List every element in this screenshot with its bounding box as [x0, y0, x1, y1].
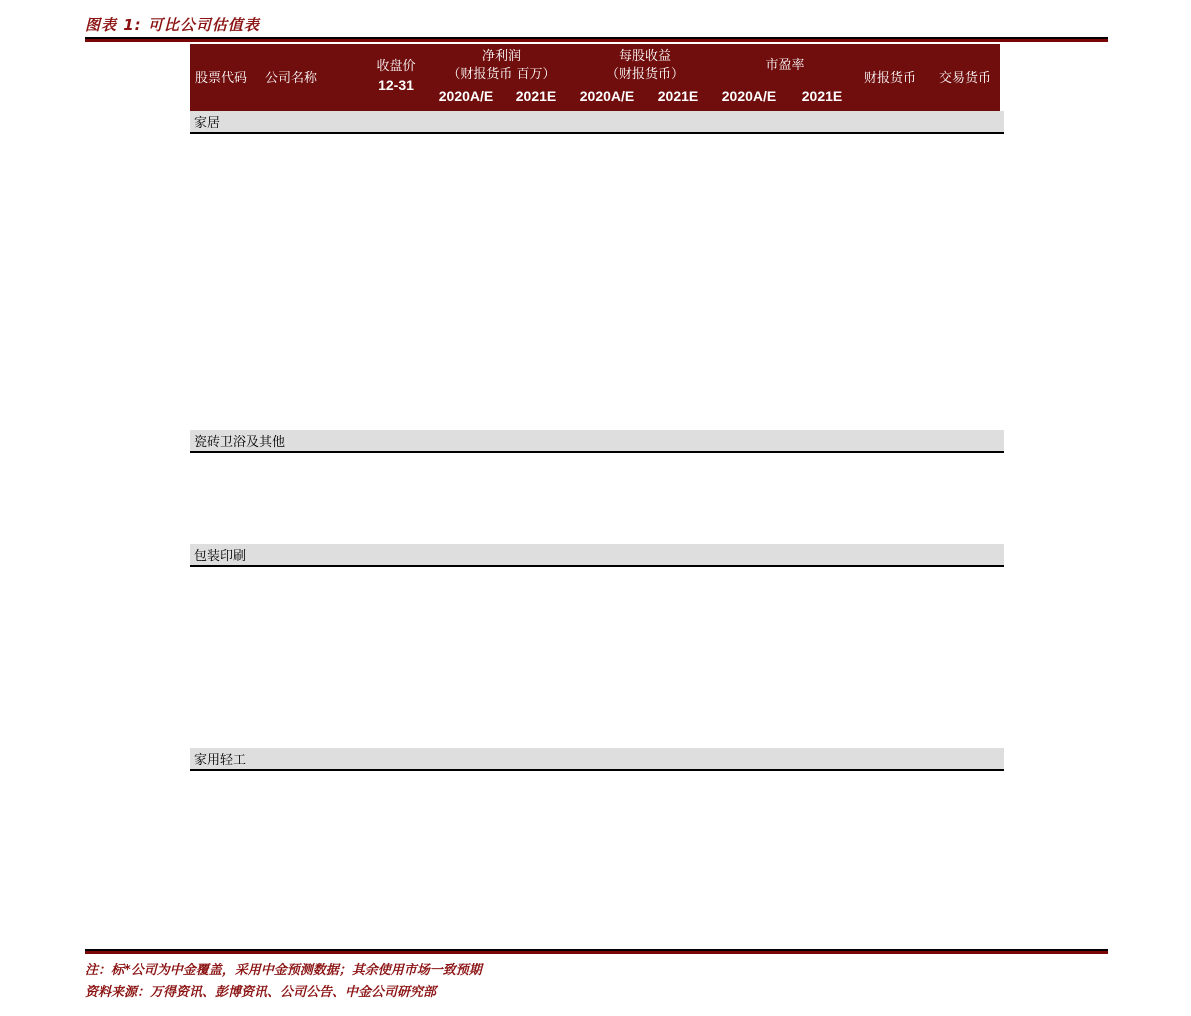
section-label: 家用轻工 — [194, 753, 247, 768]
group-header-net-profit: 净利润 — [481, 49, 521, 64]
col-header-reporting-currency: 财报货币 — [863, 71, 916, 86]
group-header-eps-unit: （财报货币） — [605, 67, 684, 82]
table-header — [190, 44, 1000, 111]
subcol-pe-2020: 2020A/E — [721, 88, 777, 104]
figure-title: 图表 1: 可比公司估值表 — [85, 16, 260, 34]
source-note: 资料来源：万得资讯、彭博资讯、公司公告、中金公司研究部 — [85, 985, 437, 1000]
footnote: 注：标*公司为中金覆盖，采用中金预测数据；其余使用市场一致预期 — [85, 963, 482, 978]
section-label: 瓷砖卫浴及其他 — [194, 435, 286, 450]
section-label: 家居 — [194, 116, 221, 131]
group-header-net-profit-unit: （财报货币 百万） — [447, 67, 556, 82]
subcol-net-profit-2020: 2020A/E — [438, 88, 494, 104]
close-price-label: 收盘价 — [376, 59, 416, 74]
section-row-home-furnishing — [190, 111, 1004, 134]
col-header-company-name: 公司名称 — [265, 71, 318, 86]
section-label: 包装印刷 — [194, 549, 247, 564]
title-rule-red — [85, 39, 1108, 42]
group-header-pe-ratio: 市盈率 — [765, 58, 805, 73]
subcol-net-profit-2021: 2021E — [515, 88, 557, 104]
col-header-trading-currency: 交易货币 — [938, 71, 991, 86]
close-price-date: 12-31 — [378, 77, 414, 93]
section-row-packaging-printing — [190, 544, 1004, 567]
subcol-eps-2020: 2020A/E — [579, 88, 635, 104]
group-header-eps: 每股收益 — [618, 49, 671, 64]
col-header-stock-code: 股票代码 — [195, 71, 248, 86]
subcol-pe-2021: 2021E — [801, 88, 843, 104]
section-row-tiles-bathroom — [190, 430, 1004, 453]
subcol-eps-2021: 2021E — [657, 88, 699, 104]
footer-rule-red — [85, 951, 1108, 954]
section-row-household-light-industry — [190, 748, 1004, 771]
